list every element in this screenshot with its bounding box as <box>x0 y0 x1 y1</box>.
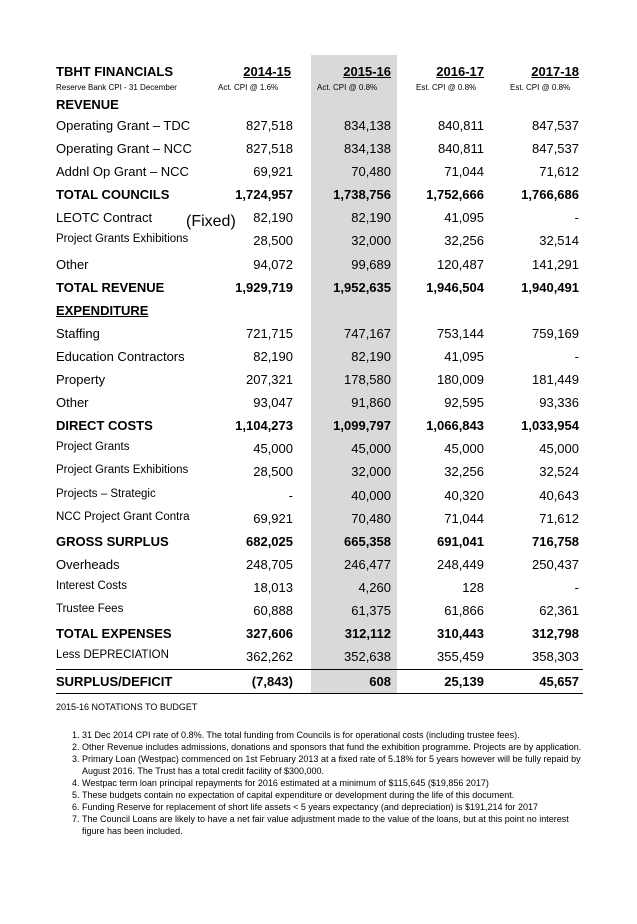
section-heading-revenue: REVENUE <box>56 97 119 112</box>
row-value-2016-17: 355,459 <box>437 649 484 664</box>
note-item: 3. Primary Loan (Westpac) commenced on 1st February 2013 at a fixed rate of 5.18% for 5 years however will be fully repaid by August 2016. The Trust has a total credit facility of $300,000. <box>82 753 583 777</box>
column-header-year: 2015-16 <box>343 64 391 79</box>
row-value-2015-16: 834,138 <box>344 141 391 156</box>
table-row <box>0 649 637 671</box>
column-cpi-note: Est. CPI @ 0.8% <box>416 83 477 92</box>
row-value-2014-15: 94,072 <box>253 257 293 272</box>
row-value-2015-16: 32,000 <box>351 464 391 479</box>
table-row <box>0 395 637 417</box>
table-row <box>0 557 637 579</box>
column-header-year: 2016-17 <box>436 64 484 79</box>
row-value-2015-16: 665,358 <box>344 534 391 549</box>
table-row <box>0 210 637 232</box>
row-value-2015-16: 747,167 <box>344 326 391 341</box>
row-value-2015-16: 312,112 <box>344 626 391 641</box>
row-value-2014-15: 60,888 <box>253 603 293 618</box>
table-row <box>0 349 637 371</box>
row-value-2015-16: 4,260 <box>358 580 391 595</box>
row-value-2017-18: 1,766,686 <box>521 187 579 202</box>
note-item: 2. Other Revenue includes admissions, donations and sponsors that fund the exhibition programme. Projects are by application. <box>82 741 583 753</box>
row-label: Other <box>56 395 89 410</box>
column-cpi-note: Est. CPI @ 0.8% <box>510 83 571 92</box>
row-value-2016-17: 32,256 <box>444 233 484 248</box>
table-row <box>0 464 637 486</box>
row-value-2016-17: 310,443 <box>437 626 484 641</box>
row-value-2014-15: 18,013 <box>253 580 293 595</box>
table-row <box>0 141 637 163</box>
row-label: Staffing <box>56 326 100 341</box>
sheet-subtitle: Reserve Bank CPI - 31 December <box>56 83 177 92</box>
row-label: Project Grants Exhibitions <box>56 233 189 245</box>
row-value-2016-17: 128 <box>462 580 484 595</box>
column-cpi-note: Act. CPI @ 0.8% <box>317 83 378 92</box>
divider-line <box>56 693 583 694</box>
row-value-2014-15: - <box>288 488 293 503</box>
row-value-2017-18: 71,612 <box>539 164 579 179</box>
row-value-2015-16: 61,375 <box>351 603 391 618</box>
row-value-2016-17: 120,487 <box>437 257 484 272</box>
row-value-2016-17: 180,009 <box>437 372 484 387</box>
row-label: Project Grants Exhibitions <box>56 464 189 476</box>
row-value-2015-16: 608 <box>369 674 391 689</box>
row-value-2017-18: 40,643 <box>539 488 579 503</box>
row-value-2016-17: 71,044 <box>444 164 484 179</box>
table-row <box>0 488 637 510</box>
row-value-2016-17: 1,066,843 <box>426 418 484 433</box>
row-label-suffix: (Fixed) <box>186 213 236 230</box>
table-row <box>0 326 637 348</box>
row-value-2017-18: 62,361 <box>539 603 579 618</box>
row-value-2016-17: 691,041 <box>437 534 484 549</box>
table-row <box>0 534 637 556</box>
row-value-2014-15: 827,518 <box>246 141 293 156</box>
row-value-2014-15: 248,705 <box>246 557 293 572</box>
row-value-2015-16: 178,580 <box>344 372 391 387</box>
row-value-2016-17: 41,095 <box>444 349 484 364</box>
row-value-2016-17: 753,144 <box>437 326 484 341</box>
row-label: Addnl Op Grant – NCC <box>56 164 189 179</box>
row-label: LEOTC Contract <box>56 210 153 225</box>
row-value-2016-17: 40,320 <box>444 488 484 503</box>
section-heading-expenditure: EXPENDITURE <box>56 303 149 318</box>
row-value-2016-17: 41,095 <box>444 210 484 225</box>
row-label: Interest Costs <box>56 580 127 592</box>
row-label: GROSS SURPLUS <box>56 534 169 549</box>
row-value-2017-18: 32,514 <box>539 233 579 248</box>
row-value-2014-15: 362,262 <box>246 649 293 664</box>
row-value-2014-15: 721,715 <box>246 326 293 341</box>
row-value-2017-18: 847,537 <box>532 118 579 133</box>
row-value-2015-16: 1,099,797 <box>333 418 391 433</box>
row-value-2014-15: 93,047 <box>253 395 293 410</box>
row-value-2016-17: 1,946,504 <box>426 280 484 295</box>
row-label: Project Grants <box>56 441 130 453</box>
row-value-2014-15: 69,921 <box>253 164 293 179</box>
row-value-2015-16: 1,738,756 <box>333 187 391 202</box>
note-item: 6. Funding Reserve for replacement of short life assets < 5 years expectancy (and depreciation) is $191,214 for 2017 <box>82 801 583 813</box>
row-value-2017-18: 141,291 <box>532 257 579 272</box>
row-value-2014-15: 28,500 <box>253 464 293 479</box>
row-value-2016-17: 71,044 <box>444 511 484 526</box>
row-label: Projects – Strategic <box>56 488 156 500</box>
table-row <box>0 118 637 140</box>
row-label: TOTAL REVENUE <box>56 280 165 295</box>
row-value-2017-18: - <box>574 580 579 595</box>
sheet-title: TBHT FINANCIALS <box>56 64 173 79</box>
row-value-2017-18: - <box>574 210 579 225</box>
table-row <box>0 372 637 394</box>
row-value-2014-15: 1,929,719 <box>235 280 293 295</box>
row-value-2014-15: 827,518 <box>246 118 293 133</box>
row-value-2015-16: 99,689 <box>351 257 391 272</box>
note-item: 4. Westpac term loan principal repayments for 2016 estimated at a minimum of $115,645 ($19,856 2017) <box>82 777 583 789</box>
row-value-2016-17: 1,752,666 <box>426 187 484 202</box>
row-value-2017-18: 312,798 <box>532 626 579 641</box>
column-cpi-note: Act. CPI @ 1.6% <box>218 83 279 92</box>
row-value-2015-16: 834,138 <box>344 118 391 133</box>
row-value-2017-18: 716,758 <box>532 534 579 549</box>
notes-list <box>56 729 583 837</box>
table-row <box>0 441 637 463</box>
row-value-2017-18: 847,537 <box>532 141 579 156</box>
column-header-year: 2017-18 <box>531 64 579 79</box>
row-value-2017-18: 1,940,491 <box>521 280 579 295</box>
row-value-2017-18: - <box>574 349 579 364</box>
row-label: TOTAL COUNCILS <box>56 187 170 202</box>
row-value-2014-15: 207,321 <box>246 372 293 387</box>
table-row <box>0 233 637 255</box>
row-value-2014-15: 45,000 <box>253 441 293 456</box>
row-label: Trustee Fees <box>56 603 124 615</box>
row-value-2015-16: 32,000 <box>351 233 391 248</box>
row-value-2015-16: 45,000 <box>351 441 391 456</box>
row-value-2017-18: 45,000 <box>539 441 579 456</box>
row-value-2016-17: 248,449 <box>437 557 484 572</box>
row-value-2014-15: 28,500 <box>253 233 293 248</box>
row-value-2017-18: 250,437 <box>532 557 579 572</box>
row-value-2014-15: 82,190 <box>253 349 293 364</box>
row-value-2017-18: 1,033,954 <box>521 418 579 433</box>
row-value-2014-15: 1,724,957 <box>235 187 293 202</box>
table-row <box>0 164 637 186</box>
table-row <box>0 626 637 648</box>
divider-line <box>56 669 583 670</box>
row-label: SURPLUS/DEFICIT <box>56 674 173 689</box>
row-value-2015-16: 352,638 <box>344 649 391 664</box>
row-value-2015-16: 1,952,635 <box>333 280 391 295</box>
column-header-year: 2014-15 <box>243 64 291 79</box>
row-value-2015-16: 246,477 <box>344 557 391 572</box>
row-value-2017-18: 759,169 <box>532 326 579 341</box>
row-value-2014-15: 327,606 <box>246 626 293 641</box>
row-value-2016-17: 92,595 <box>444 395 484 410</box>
row-value-2014-15: 82,190 <box>253 210 293 225</box>
row-value-2014-15: 1,104,273 <box>235 418 293 433</box>
row-label: Operating Grant – NCC <box>56 141 192 156</box>
row-label: Less DEPRECIATION <box>56 649 169 661</box>
note-item: 7. The Council Loans are likely to have a net fair value adjustment made to the value of the loans, but at this point no interest figure has been included. <box>82 813 583 837</box>
table-row <box>0 580 637 602</box>
row-label: DIRECT COSTS <box>56 418 153 433</box>
row-value-2016-17: 840,811 <box>437 141 484 156</box>
row-label: Education Contractors <box>56 349 185 364</box>
table-row <box>0 187 637 209</box>
row-value-2016-17: 32,256 <box>444 464 484 479</box>
row-label: Property <box>56 372 106 387</box>
row-value-2015-16: 82,190 <box>351 210 391 225</box>
row-value-2015-16: 70,480 <box>351 164 391 179</box>
row-value-2016-17: 25,139 <box>444 674 484 689</box>
table-row <box>0 418 637 440</box>
row-value-2016-17: 45,000 <box>444 441 484 456</box>
row-label: Overheads <box>56 557 120 572</box>
row-value-2015-16: 70,480 <box>351 511 391 526</box>
note-item: 1. 31 Dec 2014 CPI rate of 0.8%. The total funding from Councils is for operational costs (including trustee fees). <box>82 729 583 741</box>
row-label: Other <box>56 257 89 272</box>
row-value-2015-16: 40,000 <box>351 488 391 503</box>
row-value-2014-15: 69,921 <box>253 511 293 526</box>
row-value-2017-18: 71,612 <box>539 511 579 526</box>
row-value-2017-18: 32,524 <box>539 464 579 479</box>
row-label: TOTAL EXPENSES <box>56 626 172 641</box>
row-value-2017-18: 45,657 <box>539 674 579 689</box>
row-label: Operating Grant – TDC <box>56 118 191 133</box>
table-row <box>0 511 637 533</box>
table-row <box>0 603 637 625</box>
row-value-2014-15: (7,843) <box>251 674 293 689</box>
notes-heading: 2015-16 NOTATIONS TO BUDGET <box>56 702 198 712</box>
row-value-2014-15: 682,025 <box>246 534 293 549</box>
row-value-2017-18: 358,303 <box>532 649 579 664</box>
row-value-2015-16: 82,190 <box>351 349 391 364</box>
table-row <box>0 257 637 279</box>
table-row <box>0 280 637 302</box>
row-label: NCC Project Grant Contra <box>56 511 190 523</box>
row-value-2017-18: 181,449 <box>532 372 579 387</box>
row-value-2016-17: 840,811 <box>437 118 484 133</box>
row-value-2017-18: 93,336 <box>539 395 579 410</box>
row-value-2016-17: 61,866 <box>444 603 484 618</box>
note-item: 5. These budgets contain no expectation of capital expenditure or development during the life of this document. <box>82 789 583 801</box>
row-value-2015-16: 91,860 <box>351 395 391 410</box>
